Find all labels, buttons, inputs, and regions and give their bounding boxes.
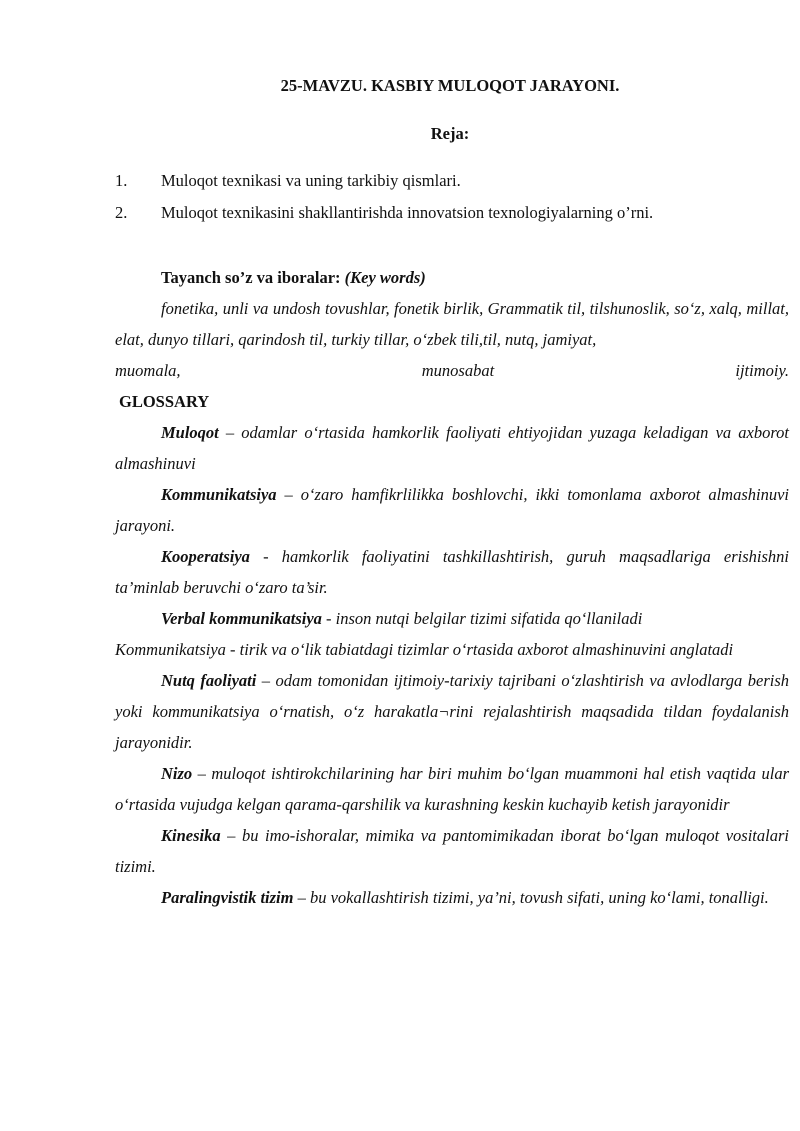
glossary-definition: – o‘zaro hamfikrlilikka boshlovchi, ikki tomonlama axborot almashinuvi jarayoni. (115, 485, 789, 535)
keywords-text-last: muomala, munosabat ijtimoiy. (115, 361, 789, 380)
plan-heading: Reja: (430, 124, 470, 143)
glossary-definition: – odamlar o‘rtasida hamkorlik faoliyati ehtiyojidan yuzaga keladigan va axborot almashinuvi (115, 423, 789, 473)
glossary-entry (115, 758, 789, 820)
plan-item (115, 203, 653, 223)
glossary-entry (115, 479, 789, 541)
glossary-term: Paralingvistik tizim (161, 888, 294, 907)
keywords-heading: Tayanch so’z va iboralar: (Key words) (161, 268, 426, 287)
glossary-term: Nutq faoliyati (161, 671, 257, 690)
plan-item-text: Muloqot texnikasi va uning tarkibiy qismlari. (161, 171, 461, 190)
plan-item-number: 1. (115, 171, 128, 190)
document-title: 25-MAVZU. KASBIY MULOQOT JARAYONI. (280, 76, 620, 95)
glossary-term: Nizo (161, 764, 193, 783)
glossary-entry (115, 417, 789, 479)
glossary-entry (115, 820, 789, 882)
glossary-heading: GLOSSARY (119, 392, 210, 411)
keywords-text: fonetika, unli va undosh tovushlar, fonetik birlik, Grammatik til, tilshunoslik, so‘z, xalq, millat, elat, dunyo tillari, qarindosh til, turkiy tillar, o‘zbek tili,til, nutq, jamiyat, (115, 299, 789, 349)
glossary-definition: Kommunikatsiya - tirik va o‘lik tabiatdagi tizimlar o‘rtasida axborot almashinuvini anglatadi (115, 640, 734, 659)
glossary-entry (115, 665, 789, 758)
glossary-entry (115, 634, 789, 665)
glossary-entry (115, 541, 789, 603)
glossary-term: Kooperatsiya (161, 547, 250, 566)
glossary-term: Muloqot (161, 423, 219, 442)
glossary-definition: – muloqot ishtirokchilarining har biri muhim bo‘lgan muammoni hal etish vaqtida ular o‘rtasida vujudga kelgan qarama-qarshilik va kurashning keskin kuchayib ketish jarayonidir (115, 764, 789, 814)
glossary-definition: – bu imo-ishoralar, mimika va pantomimikadan iborat bo‘lgan muloqot vositalari tizimi. (115, 826, 789, 876)
glossary-term: Kommunikatsiya (161, 485, 277, 504)
main-text (115, 262, 789, 913)
glossary-term: Verbal kommunikatsiya (161, 609, 322, 628)
glossary-definition: - hamkorlik faoliyatini tashkillashtirish, guruh maqsadlariga erishishni ta’minlab beruvchi o‘zaro ta’sir. (115, 547, 789, 597)
plan-item-number: 2. (115, 203, 128, 222)
glossary-entry (115, 603, 789, 634)
glossary-entry (115, 882, 789, 913)
plan-item (115, 171, 461, 191)
glossary-definition: – odam tomonidan ijtimoiy-tarixiy tajribani o‘zlashtirish va avlodlarga berish yoki kommunikatsiya o‘rnatish, o‘z harakatla¬rini rejalashtirish maqsadida tildan foydalanish jarayonidir. (115, 671, 789, 752)
glossary-definition: - inson nutqi belgilar tizimi sifatida qo‘llaniladi (321, 609, 643, 628)
plan-item-text: Muloqot texnikasini shakllantirishda innovatsion texnologiyalarning o’rni. (161, 203, 654, 222)
glossary-definition: – bu vokallashtirish tizimi, ya’ni, tovush sifati, uning ko‘lami, tonalligi. (293, 888, 769, 907)
glossary-term: Kinesika (161, 826, 221, 845)
